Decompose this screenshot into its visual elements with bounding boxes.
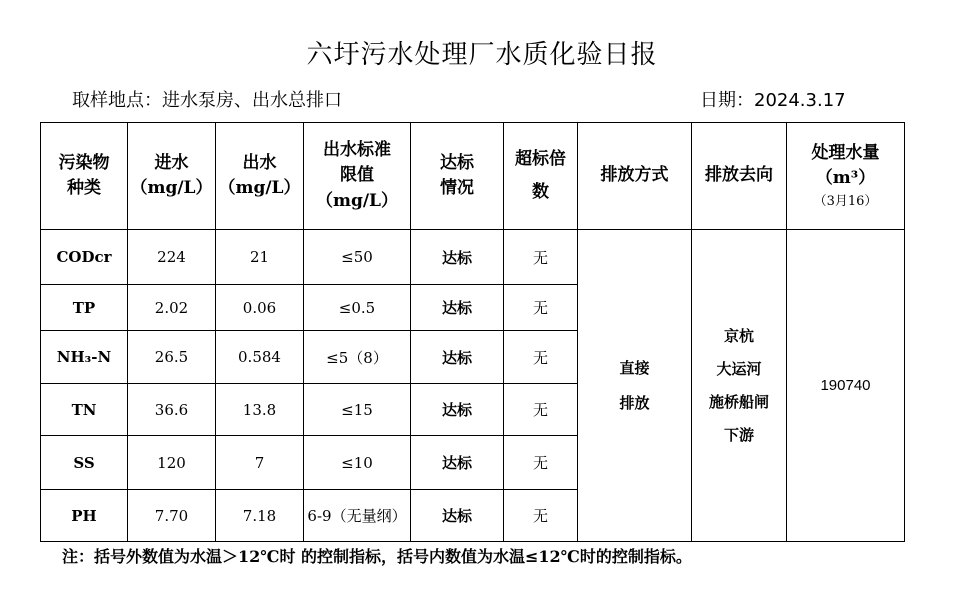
inflow-cell: 224 bbox=[128, 230, 216, 285]
sampling-location: 取样地点：进水泵房、出水总排口 bbox=[72, 90, 342, 111]
inflow-cell: 2.02 bbox=[128, 285, 216, 331]
discharge-destination: 京杭 大运河 施桥船闸 下游 bbox=[692, 230, 787, 542]
pollutant-cell: NH₃-N bbox=[41, 331, 128, 384]
exceed-cell: 无 bbox=[504, 230, 578, 285]
status-cell: 达标 bbox=[411, 331, 504, 384]
outflow-cell: 0.06 bbox=[216, 285, 304, 331]
header-inflow: 进水 （mg/L） bbox=[128, 123, 216, 230]
header-volume: 处理水量 （m³） （3月16） bbox=[787, 123, 905, 230]
exceed-cell: 无 bbox=[504, 331, 578, 384]
header-exceed: 超标倍 数 bbox=[504, 123, 578, 230]
limit-cell: ≤0.5 bbox=[304, 285, 411, 331]
outflow-cell: 7.18 bbox=[216, 490, 304, 542]
limit-cell: ≤5（8） bbox=[304, 331, 411, 384]
exceed-cell: 无 bbox=[504, 436, 578, 490]
status-cell: 达标 bbox=[411, 436, 504, 490]
outflow-cell: 21 bbox=[216, 230, 304, 285]
outflow-cell: 0.584 bbox=[216, 331, 304, 384]
limit-cell: ≤50 bbox=[304, 230, 411, 285]
pollutant-cell: TN bbox=[41, 384, 128, 436]
limit-cell: ≤15 bbox=[304, 384, 411, 436]
header-destination: 排放去向 bbox=[692, 123, 787, 230]
status-cell: 达标 bbox=[411, 230, 504, 285]
treated-volume: 190740 bbox=[787, 230, 905, 542]
exceed-cell: 无 bbox=[504, 285, 578, 331]
header-status: 达标 情况 bbox=[411, 123, 504, 230]
inflow-cell: 26.5 bbox=[128, 331, 216, 384]
pollutant-cell: TP bbox=[41, 285, 128, 331]
pollutant-cell: SS bbox=[41, 436, 128, 490]
outflow-cell: 7 bbox=[216, 436, 304, 490]
status-cell: 达标 bbox=[411, 384, 504, 436]
header-limit: 出水标准 限值 （mg/L） bbox=[304, 123, 411, 230]
limit-cell: 6-9（无量纲） bbox=[304, 490, 411, 542]
inflow-cell: 120 bbox=[128, 436, 216, 490]
footnote: 注：括号外数值为水温＞12℃时 的控制指标，括号内数值为水温≤12℃时的控制指标。 bbox=[62, 547, 692, 566]
table-row bbox=[41, 230, 905, 285]
report-title: 六圩污水处理厂水质化验日报 bbox=[306, 40, 658, 70]
outflow-cell: 13.8 bbox=[216, 384, 304, 436]
inflow-cell: 7.70 bbox=[128, 490, 216, 542]
header-method: 排放方式 bbox=[578, 123, 692, 230]
header-pollutant: 污染物 种类 bbox=[41, 123, 128, 230]
pollutant-cell: PH bbox=[41, 490, 128, 542]
water-quality-table bbox=[40, 122, 905, 542]
header-row bbox=[41, 123, 905, 230]
report-date: 日期：2024.3.17 bbox=[700, 90, 846, 111]
header-outflow: 出水 （mg/L） bbox=[216, 123, 304, 230]
inflow-cell: 36.6 bbox=[128, 384, 216, 436]
status-cell: 达标 bbox=[411, 285, 504, 331]
status-cell: 达标 bbox=[411, 490, 504, 542]
discharge-method: 直接 排放 bbox=[578, 230, 692, 542]
exceed-cell: 无 bbox=[504, 384, 578, 436]
pollutant-cell: CODcr bbox=[41, 230, 128, 285]
exceed-cell: 无 bbox=[504, 490, 578, 542]
limit-cell: ≤10 bbox=[304, 436, 411, 490]
